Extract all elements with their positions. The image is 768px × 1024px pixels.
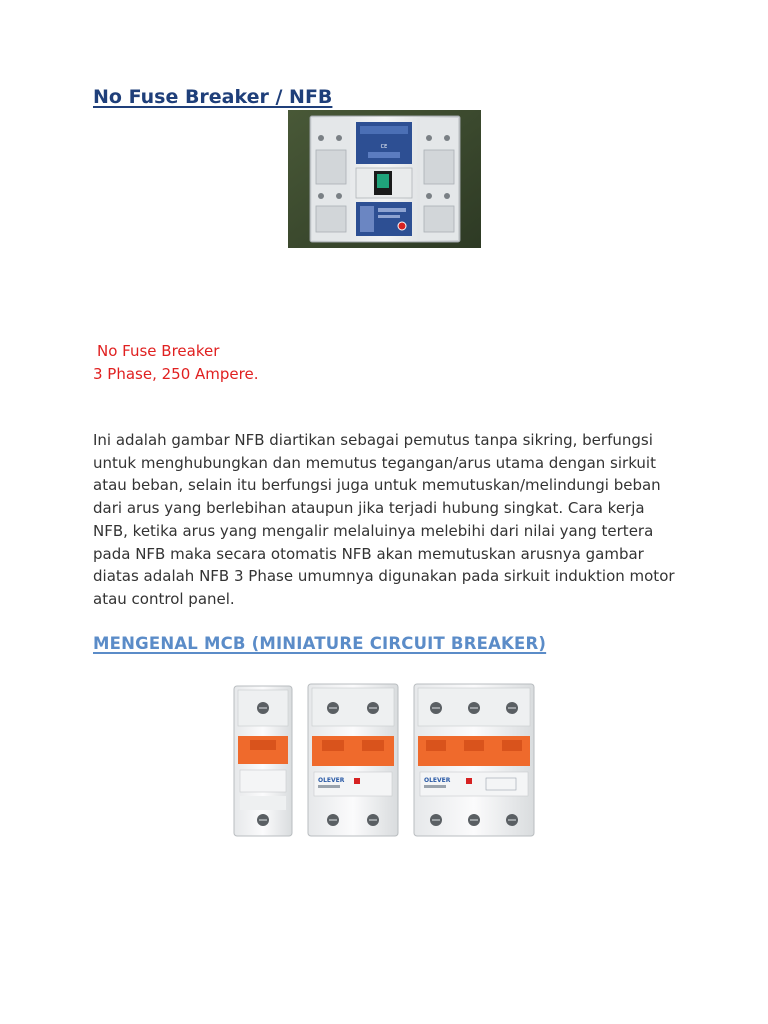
nfb-caption (93, 340, 259, 386)
mcb-heading: MENGENAL MCB (MINIATURE CIRCUIT BREAKER) (93, 634, 547, 653)
mcb-brand-label-2: OLEVER (318, 777, 345, 784)
mcb-1-pole (234, 686, 292, 836)
mcb-breakers-image (228, 680, 540, 840)
mcb-2-pole (308, 684, 398, 836)
nfb-breaker-image (288, 110, 481, 248)
mcb-brand-label-3: OLEVER (424, 777, 451, 784)
mcb-3-pole (414, 684, 534, 836)
caption-line-1: No Fuse Breaker (97, 342, 220, 360)
nfb-description: Ini adalah gambar NFB diartikan sebagai pemutus tanpa sikring, berfungsi untuk menghubungkan dan memutus tegangan/arus utama dengan sirkuit atau beban, selain itu berfungsi juga untuk memutuskan/melindungi beban dari arus yang berlebihan ataupun jika terjadi hubung singkat. Cara kerja NFB, ketika arus yang mengalir melaluinya melebihi dari nilai yang tertera pada NFB maka secara otomatis NFB akan memutuskan arusnya gambar diatas adalah NFB 3 Phase umumnya digunakan pada sirkuit induktion motor atau control panel. (93, 431, 675, 608)
svg-text:CE: CE (380, 144, 388, 150)
nfb-heading: No Fuse Breaker / NFB (93, 86, 333, 108)
caption-line-2: 3 Phase, 250 Ampere. (93, 365, 259, 383)
